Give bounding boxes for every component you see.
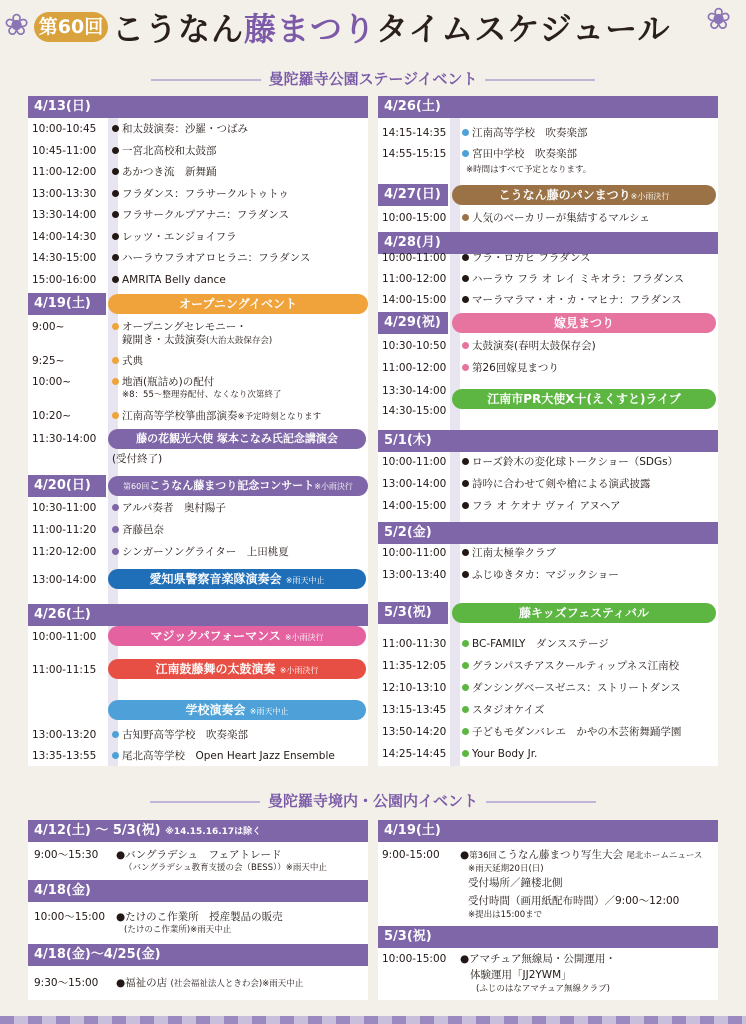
day-header: 5/1(木) bbox=[378, 430, 718, 452]
event-pill: 嫁見まつり bbox=[452, 313, 716, 333]
event-pill: 学校演奏会 ※雨天中止 bbox=[108, 700, 366, 720]
day-header: 5/3(祝) bbox=[378, 926, 718, 948]
day-header: 4/20(日) bbox=[28, 475, 106, 497]
day-header: 4/27(日) bbox=[378, 184, 448, 206]
day-header: 4/19(土) bbox=[378, 820, 718, 842]
day-header: 4/18(金) bbox=[28, 880, 368, 902]
page-title-area bbox=[0, 0, 746, 62]
event-pill: 第60回こうなん藤まつり記念コンサート※小雨決行 bbox=[108, 476, 368, 496]
day-header: 5/2(金) bbox=[378, 522, 718, 544]
event-pill: 藤の花観光大使 塚本こなみ氏記念講演会 bbox=[108, 429, 366, 449]
event-pill: マジックパフォーマンス ※小雨決行 bbox=[108, 626, 366, 646]
day-header: 4/26(土) bbox=[28, 604, 368, 626]
day-header: 4/18(金)～4/25(金) bbox=[28, 944, 368, 966]
day-header: 4/12(土) ～ 5/3(祝) ※14.15.16.17は除く bbox=[28, 820, 368, 842]
page-title: こうなん藤まつりタイムスケジュール bbox=[112, 10, 671, 48]
edition-badge: 第60回 bbox=[34, 12, 108, 42]
day-header: 5/3(祝) bbox=[378, 602, 448, 624]
event-pill: こうなん藤のパンまつり※小雨決行 bbox=[452, 185, 716, 205]
day-header: 4/13(日) bbox=[28, 96, 368, 118]
section-heading-grounds: 曼陀羅寺境内・公園内イベント bbox=[0, 790, 746, 811]
day-header: 4/19(土) bbox=[28, 293, 106, 315]
wisteria-right-icon: ❀ bbox=[706, 2, 732, 37]
event-pill: 愛知県警察音楽隊演奏会 ※雨天中止 bbox=[108, 569, 366, 589]
day-header: 4/28(月) bbox=[378, 232, 718, 254]
section-heading-stage: 曼陀羅寺公園ステージイベント bbox=[0, 68, 746, 89]
day-header: 4/29(祝) bbox=[378, 312, 448, 334]
event-pill: オープニングイベント bbox=[108, 294, 368, 314]
day-header: 4/26(土) bbox=[378, 96, 718, 118]
bottom-stripe bbox=[0, 1016, 746, 1024]
wisteria-left-icon: ❀ bbox=[4, 8, 30, 43]
event-pill: 江南市PR大使X十(えくすと)ライブ bbox=[452, 389, 716, 409]
event-pill: 江南鼓藤舞の太鼓演奏 ※小雨決行 bbox=[108, 659, 366, 679]
event-pill: 藤キッズフェスティバル bbox=[452, 603, 716, 623]
